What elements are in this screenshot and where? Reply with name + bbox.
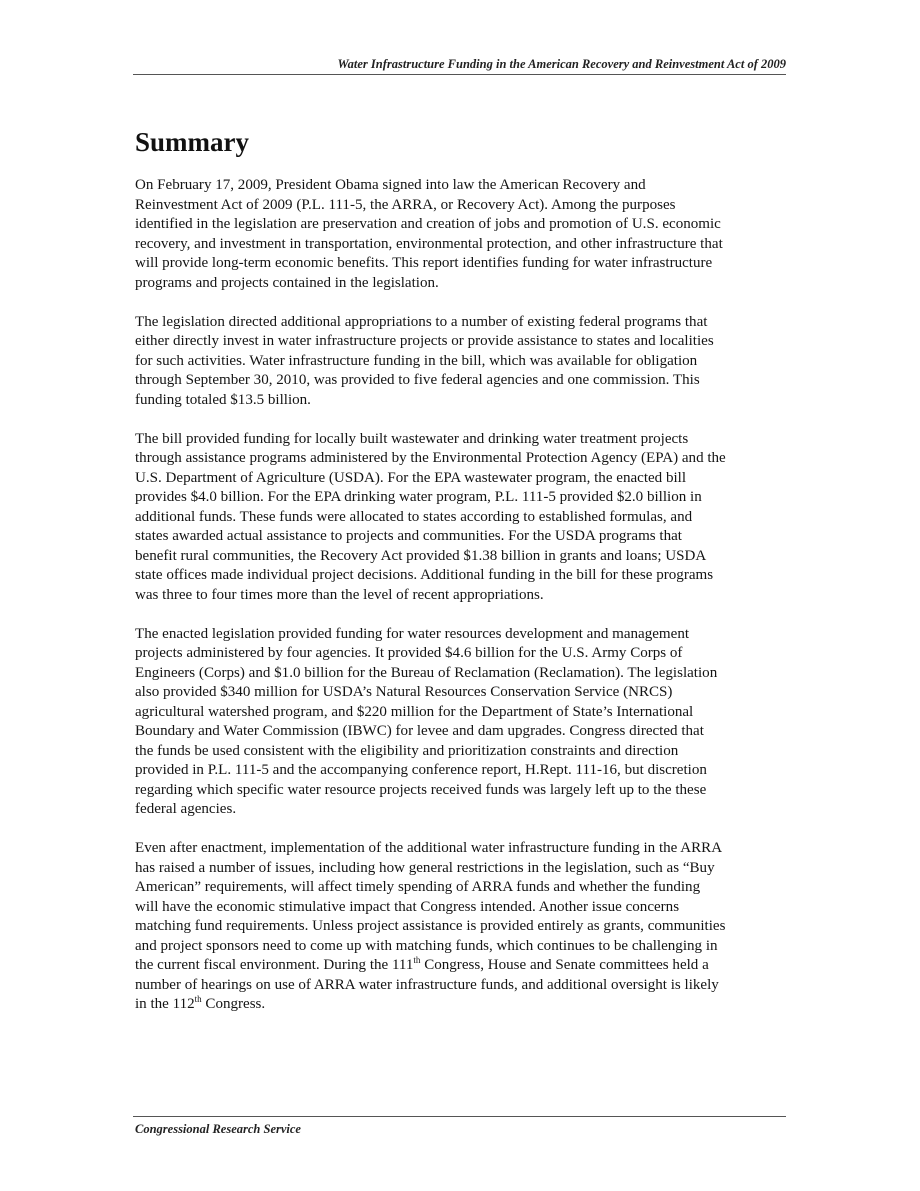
ordinal-superscript: th xyxy=(413,955,421,965)
summary-paragraph xyxy=(135,625,786,820)
paragraph-line: also provided $340 million for USDA’s Natural Resources Conservation Service (NRCS) xyxy=(135,684,673,700)
paragraph-line: On February 17, 2009, President Obama signed into law the American Recovery and xyxy=(135,177,646,193)
summary-paragraph xyxy=(135,839,786,1015)
paragraph-line: U.S. Department of Agriculture (USDA). For the EPA wastewater program, the enacted bill xyxy=(135,469,687,486)
summary-paragraph xyxy=(135,430,786,606)
paragraph-line: projects administered by four agencies. It provided $4.6 billion for the U.S. Army Corps of xyxy=(135,645,683,661)
paragraph-line: identified in the legislation are preservation and creation of jobs and promotion of U.S. economic xyxy=(135,216,721,232)
paragraph-line: was three to four times more than the level of recent appropriations. xyxy=(135,586,544,603)
paragraph-line: either directly invest in water infrastructure projects or provide assistance to states and localities xyxy=(135,333,714,349)
paragraph-line: the funds be used consistent with the eligibility and prioritization constraints and direction xyxy=(135,742,679,759)
paragraph-line: The enacted legislation provided funding for water resources development and management xyxy=(135,625,690,642)
line-text: Congress. xyxy=(201,996,266,1012)
ordinal-superscript: th xyxy=(194,994,202,1004)
paragraph-line: has raised a number of issues, including how general restrictions in the legislation, such as “Buy xyxy=(135,859,715,876)
paragraph-line: provided in P.L. 111-5 and the accompanying conference report, H.Rept. 111-16, but discretion xyxy=(135,762,707,778)
paragraph-line: The bill provided funding for locally built wastewater and drinking water treatment projects xyxy=(135,430,689,447)
paragraph-line xyxy=(135,956,786,976)
paragraph-line: funding totaled $13.5 billion. xyxy=(135,391,311,408)
paragraph-line: will have the economic stimulative impact that Congress intended. Another issue concerns xyxy=(135,898,680,915)
running-header: Water Infrastructure Funding in the American Recovery and Reinvestment Act of 2009 xyxy=(337,57,786,71)
footer-divider xyxy=(133,1116,786,1117)
paragraph-line: Even after enactment, implementation of the additional water infrastructure funding in the ARRA xyxy=(135,840,723,856)
paragraph-line: Boundary and Water Commission (IBWC) for levee and dam upgrades. Congress directed that xyxy=(135,723,704,739)
paragraph-line: state offices made individual project decisions. Additional funding in the bill for these programs xyxy=(135,567,714,583)
paragraph-line: Reinvestment Act of 2009 (P.L. 111-5, the ARRA, or Recovery Act). Among the purposes xyxy=(135,196,676,213)
summary-paragraph xyxy=(135,313,786,411)
section-title: Summary xyxy=(135,127,249,157)
paragraph-line: states awarded actual assistance to projects and communities. For the USDA programs that xyxy=(135,528,682,544)
line-text: in the 112 xyxy=(135,996,195,1012)
paragraph-line: recovery, and investment in transportation, environmental protection, and other infrastructure that xyxy=(135,235,723,252)
paragraph-line: number of hearings on use of ARRA water infrastructure funds, and additional oversight is likely xyxy=(135,976,719,993)
summary-paragraph xyxy=(135,176,786,293)
paragraph-line: benefit rural communities, the Recovery Act provided $1.38 billion in grants and loans; USDA xyxy=(135,547,707,564)
paragraph-line: provides $4.0 billion. For the EPA drinking water program, P.L. 111-5 provided $2.0 billion in xyxy=(135,489,702,505)
paragraph-line: additional funds. These funds were allocated to states according to established formulas, and xyxy=(135,508,693,525)
running-footer: Congressional Research Service xyxy=(135,1122,301,1136)
paragraph-line: The legislation directed additional appropriations to a number of existing federal programs that xyxy=(135,313,708,330)
paragraph-line xyxy=(135,995,786,1015)
paragraph-line: Engineers (Corps) and $1.0 billion for the Bureau of Reclamation (Reclamation). The legislation xyxy=(135,664,718,681)
paragraph-line: for such activities. Water infrastructure funding in the bill, which was available for obligation xyxy=(135,352,698,369)
header-divider xyxy=(133,74,786,75)
paragraph-line: will provide long-term economic benefits. This report identifies funding for water infrastructure xyxy=(135,255,713,271)
paragraph-line: and project sponsors need to come up with matching funds, which continues to be challenging in xyxy=(135,937,718,954)
paragraph-line: through September 30, 2010, was provided to five federal agencies and one commission. This xyxy=(135,372,700,388)
line-text: the current fiscal environment. During the 111 xyxy=(135,957,414,973)
paragraph-line: matching fund requirements. Unless project assistance is provided entirely as grants, communities xyxy=(135,918,726,934)
line-text: Congress, House and Senate committees held a xyxy=(420,957,709,973)
paragraph-line: programs and projects contained in the legislation. xyxy=(135,274,439,291)
paragraph-line: agricultural watershed program, and $220 million for the Department of State’s International xyxy=(135,703,694,720)
summary-body xyxy=(135,176,786,1034)
paragraph-line: federal agencies. xyxy=(135,801,237,817)
paragraph-line: American” requirements, will affect timely spending of ARRA funds and whether the funding xyxy=(135,879,701,895)
paragraph-line: through assistance programs administered by the Environmental Protection Agency (EPA) and the xyxy=(135,450,726,466)
paragraph-line: regarding which specific water resource projects received funds was largely left up to the these xyxy=(135,781,707,798)
